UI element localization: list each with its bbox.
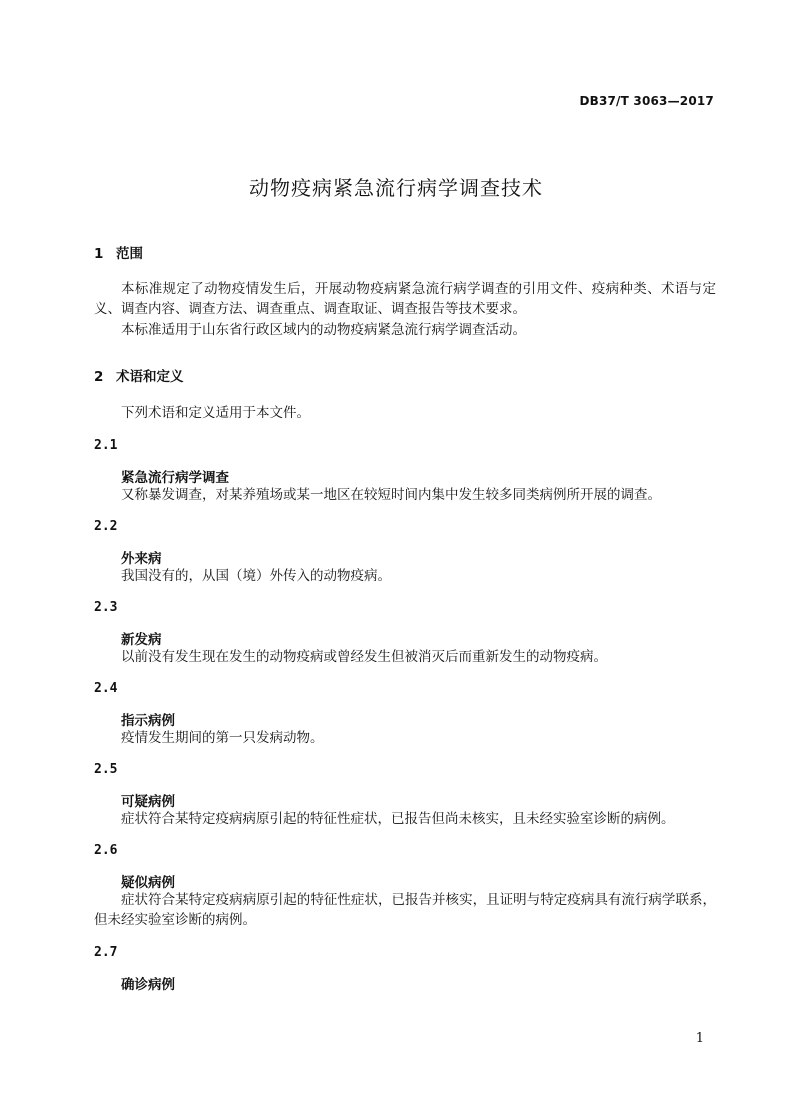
term-definition: 症状符合某特定疫病病原引起的特征性症状，已报告但尚未核实，且未经实验室诊断的病例。 — [121, 811, 675, 827]
page-number: 1 — [695, 1031, 704, 1046]
scope-paragraph-1: 本标准规定了动物疫情发生后，开展动物疫病紧急流行病学调查的引用文件、疫病种类、术语与定义、调查内容、调查方法、调查重点、调查取证、调查报告等技术要求。 — [94, 281, 716, 317]
term-number: 2.4 — [94, 681, 118, 696]
term-number: 2.2 — [94, 519, 118, 534]
term-title: 疑似病例 — [121, 875, 175, 891]
term-definition: 又称暴发调查，对某养殖场或某一地区在较短时间内集中发生较多同类病例所开展的调查。 — [121, 487, 661, 503]
term-number: 2.6 — [94, 843, 118, 858]
term-title: 可疑病例 — [121, 794, 175, 810]
document-title: 动物疫病紧急流行病学调查技术 — [249, 176, 543, 200]
term-title: 紧急流行病学调查 — [121, 470, 229, 486]
term-number: 2.1 — [94, 438, 118, 453]
section-heading-scope — [94, 242, 143, 262]
term-number: 2.7 — [94, 945, 118, 960]
term-title: 确诊病例 — [121, 977, 175, 993]
section-title: 术语和定义 — [116, 369, 184, 385]
term-number: 2.3 — [94, 600, 118, 615]
term-definition: 我国没有的，从国（境）外传入的动物疫病。 — [121, 568, 391, 584]
terms-intro: 下列术语和定义适用于本文件。 — [121, 405, 310, 421]
section-number: 1 — [94, 246, 104, 262]
term-title: 指示病例 — [121, 713, 175, 729]
document-code: DB37/T 3063—2017 — [579, 94, 714, 108]
term-definition: 以前没有发生现在发生的动物疫病或曾经发生但被消灭后而重新发生的动物疫病。 — [121, 649, 607, 665]
term-title: 外来病 — [121, 551, 162, 567]
scope-paragraph-2: 本标准适用于山东省行政区域内的动物疫病紧急流行病学调查活动。 — [121, 322, 526, 338]
term-number: 2.5 — [94, 762, 118, 777]
section-title: 范围 — [116, 246, 143, 262]
term-title: 新发病 — [121, 632, 162, 648]
term-definition: 疫情发生期间的第一只发病动物。 — [121, 730, 324, 746]
term-definition: 症状符合某特定疫病病原引起的特征性症状，已报告并核实，且证明与特定疫病具有流行病学联系，但未经实验室诊断的病例。 — [94, 892, 716, 928]
section-number: 2 — [94, 369, 104, 385]
section-heading-terms — [94, 365, 184, 385]
